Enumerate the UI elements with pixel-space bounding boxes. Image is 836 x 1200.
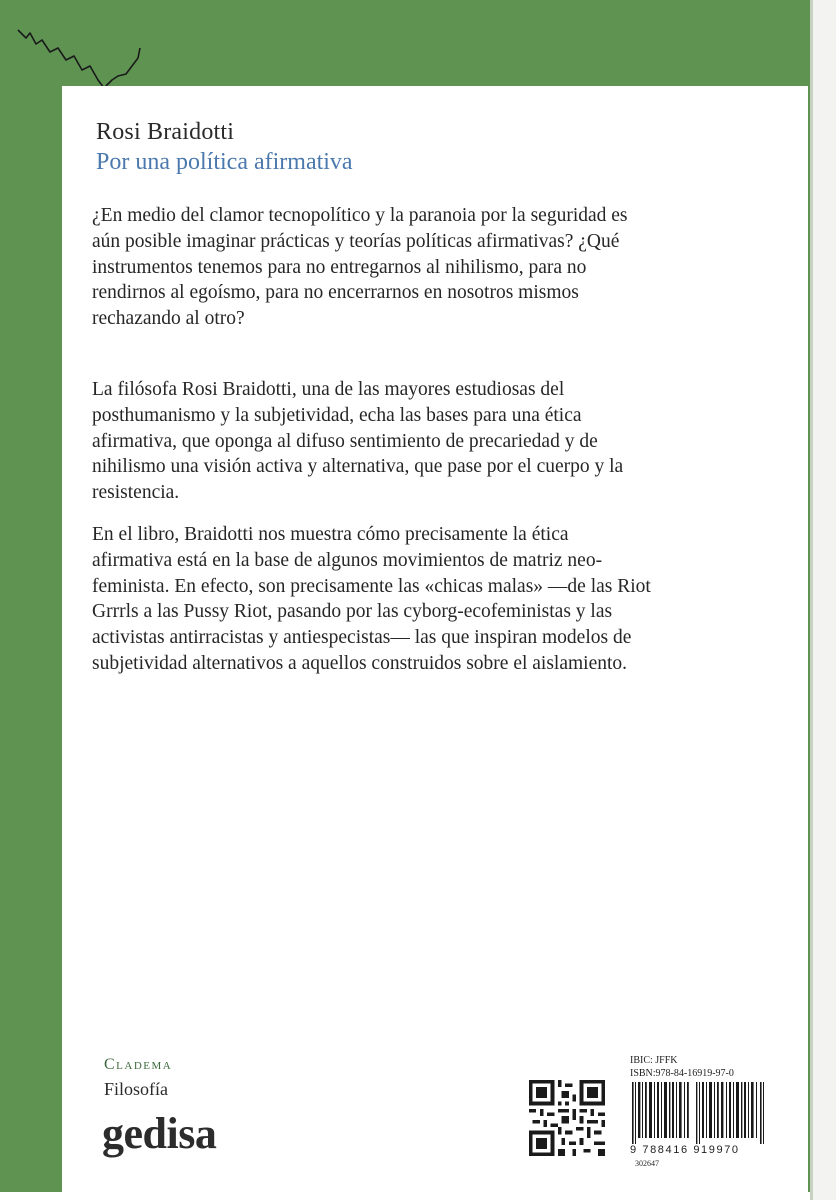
- back-cover-panel: [62, 86, 808, 1192]
- synopsis-paragraph-2: La filósofa Rosi Braidotti, una de las mayores estudiosas del posthumanismo y la subjetividad, echa las bases para una ética afirmativa, que oponga al difuso sentimiento de precariedad y de nihilismo una visión activa y alternativa, que pase por el cuerpo y la resistencia.: [92, 379, 624, 504]
- ibic-code: IBIC: JFFK: [630, 1055, 678, 1066]
- synopsis-paragraph-1: ¿En medio del clamor tecnopolítico y la paranoia por la seguridad es aún posible imaginar prácticas y teorías políticas afirmativas? ¿Qué instrumentos tenemos para no entregarnos al nihilismo, para no rendirnos al egoísmo, para no encerrarnos en nosotros mismos rechazando al otro?: [92, 205, 628, 330]
- publisher-logo: gedisa: [102, 1109, 217, 1158]
- book-title: Por una política afirmativa: [96, 149, 353, 175]
- qr-code-icon: [529, 1080, 605, 1156]
- pen-scribble: [0, 0, 160, 100]
- author-name: Rosi Braidotti: [96, 119, 235, 145]
- subject-category: Filosofía: [104, 1079, 169, 1099]
- collection-name: Cladema: [104, 1056, 173, 1073]
- book-codes: [630, 1054, 734, 1080]
- synopsis-paragraph-3: En el libro, Braidotti nos muestra cómo precisamente la ética afirmativa está en la base de algunos movimientos de matriz neo-feminista. En efecto, son precisamente las «chicas malas» —de las Riot Grrrls a las Pussy Riot, pasando por las cyborg-ecofeministas y las activistas antirracistas y antiespecistas— las que inspiran modelos de subjetividad alternativos a aquellos construidos sobre el aislamiento.: [92, 524, 651, 674]
- reference-code: 302647: [635, 1159, 659, 1168]
- page-edge: [810, 0, 836, 1200]
- barcode-icon: [630, 1082, 770, 1144]
- isbn-code: ISBN:978-84-16919-97-0: [630, 1068, 734, 1079]
- barcode-digits: 9 788416 919970: [630, 1144, 740, 1156]
